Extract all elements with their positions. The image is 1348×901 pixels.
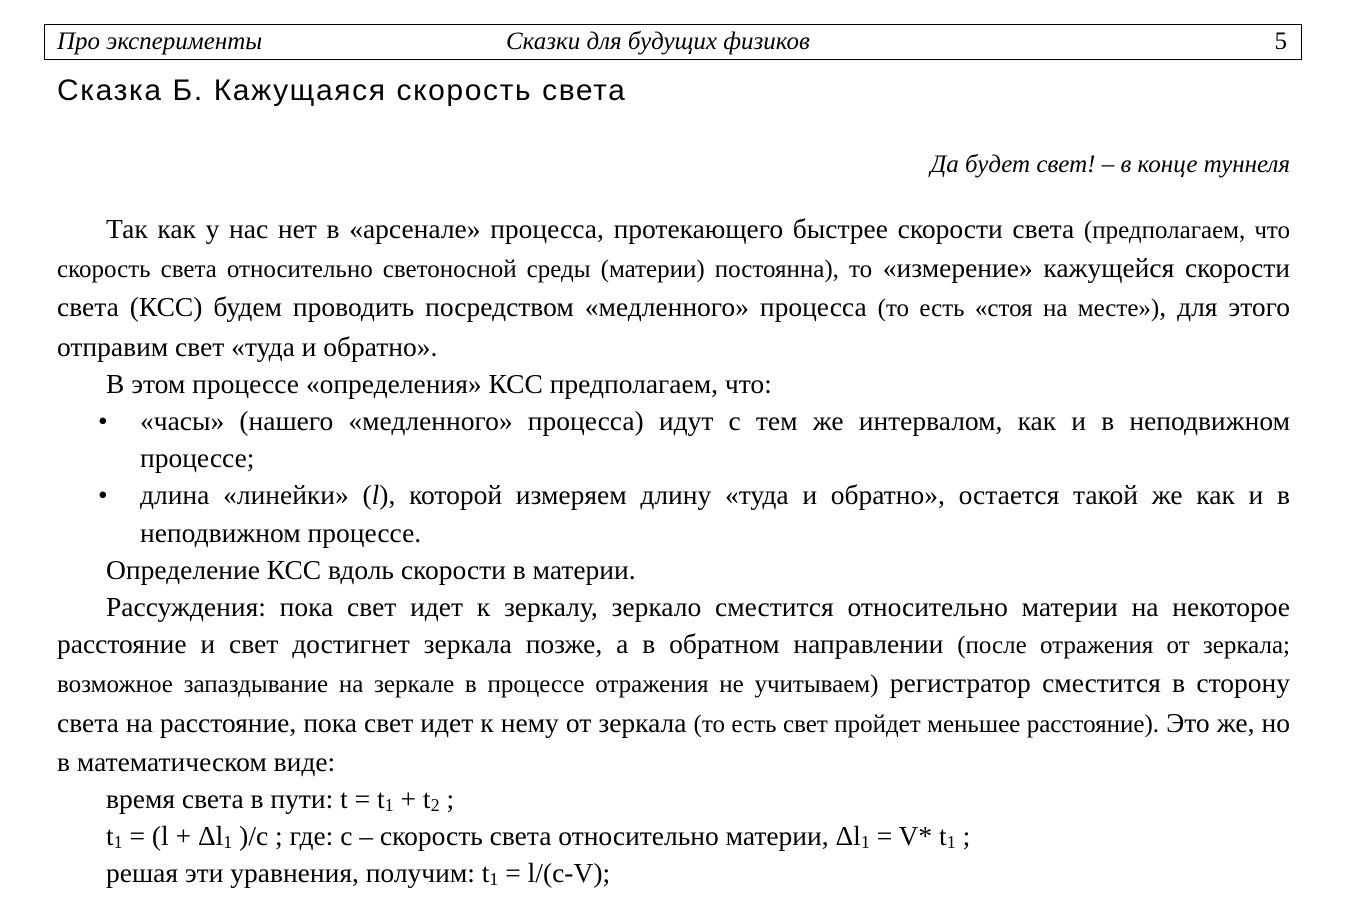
length-variable: l — [371, 479, 380, 511]
list-item: • «часы» (нашего «медленного» процесса) идут с тем же интервалом, как и в неподвижном процессе; — [57, 402, 1290, 476]
list-item: • длина «линейки» (l), которой измеряем длину «туда и обратно», остается такой же как и в неподвижном процессе. — [57, 476, 1290, 550]
bullet-icon: • — [98, 479, 108, 511]
paragraph-reasoning: Рассуждения: пока свет идет к зеркалу, зеркало сместится относительно материи на некоторое расстояние и свет достигнет зеркала позже, а в обратном направлении (после отражения от зеркала; возможное запаздывание на зеркале в процессе отражения не учитываем) регистратор сместится в сторону света на расстояние, пока свет идет к нему от зеркала (то есть свет пройдет меньшее расстояние). Это же, но в математическом виде: — [57, 591, 1291, 777]
paragraph-intro: Так как у нас нет в «арсенале» процесса, протекающего быстрее скорости света (предполагаем, что скорость света относительно светоносной среды (материи) постоянна), то «измерение» кажущейся скорости света (КСС) будем проводить посредством «медленного» процесса (то есть «стоя на месте»), для этого отправим свет «туда и обратно». — [57, 213, 1290, 362]
formula-solution: решая эти уравнения, получим: $t_1 = l/(c-V)$; — [106, 857, 611, 890]
paragraph-assumptions: В этом процессе «определения» КСС предполагаем, что: — [106, 367, 772, 399]
header-section-title: Про эксперименты — [57, 28, 263, 55]
header-book-title: Сказки для будущих физиков — [506, 28, 810, 55]
running-header — [44, 24, 1302, 60]
page-number: 5 — [1274, 28, 1287, 55]
formula-travel-time: время света в пути: $t = t_1 + t_2$ ; — [106, 783, 455, 816]
formula-t1: $t_1 = (l + \Delta l_1$ )/c ; где: c – скорость света относительно материи, $\Delta l_1 = V*$ $t_1$ ; — [106, 820, 971, 853]
body-text — [57, 210, 1290, 892]
paragraph-definition: Определение КСС вдоль скорости в материи. — [106, 553, 636, 585]
chapter-title: Сказка Б. Кажущаяся скорость света — [57, 74, 627, 107]
bullet-icon: • — [98, 405, 108, 437]
epigraph: Да будет свет! – в конце туннеля — [930, 151, 1290, 178]
assumptions-list — [57, 402, 1290, 551]
